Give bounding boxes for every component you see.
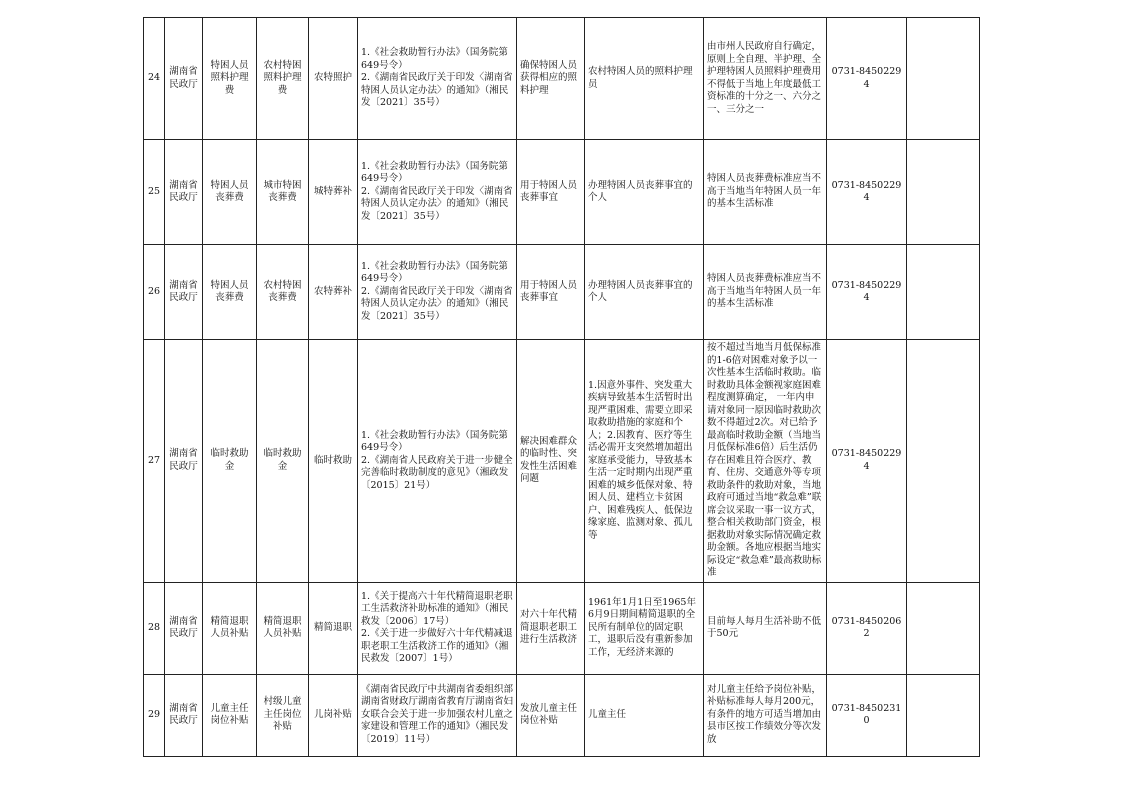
row-number: 28 xyxy=(144,582,165,674)
table-row xyxy=(144,582,980,674)
phone-cell: 0731-84502294 xyxy=(827,340,907,583)
standard-cell: 按不超过当地当月低保标准的1-6倍对困难对象予以一次性基本生活临时救助。临时救助具体金额视家庭困难程度测算确定， 一年内申请对象同一原因临时救助次数不得超过2次。对已给予最高临时救助金额（当地当月低保标准6倍）后生活仍存在困难且符合医疗、教育、住房、交通意外等专项救助条件的救助对象，当地政府可通过当地“救急难”联席会议采取一事一议方式，整合相关救助部门资金，根据救助对象实际情况确定救助金额。各地应根据当地实际设定“救急难”最高救助标准 xyxy=(704,340,827,583)
policy-line: 1.《社会救助暂行办法》（国务院第649号令） xyxy=(361,429,508,453)
phone-cell: 0731-84502294 xyxy=(827,18,907,140)
target-cell: 1.因意外事件、突发重大疾病导致基本生活暂时出现严重困难、需要立即采取救助措施的家庭和个人；2.因教育、医疗等生活必需开支突然增加超出家庭承受能力，导致基本生活一定时期内出现严重困难的城乡低保对象、特困人员、建档立卡贫困户、困难残疾人、低保边缘家庭、监测对象、孤儿等 xyxy=(585,340,704,583)
purpose-cell: 对六十年代精简退职老职工进行生活救济 xyxy=(517,582,585,674)
policy-line: 1.《社会救助暂行办法》（国务院第649号令） xyxy=(361,160,508,185)
item-name-cell: 儿童主任岗位补贴 xyxy=(203,674,257,756)
row-number: 24 xyxy=(144,18,165,140)
purpose-cell: 用于特困人员丧葬事宜 xyxy=(517,140,585,245)
extra-cell xyxy=(907,340,980,583)
policy-line: 1.《关于提高六十年代精简退职老职工生活救济补助标准的通知》（湘民救发〔2006〕17号） xyxy=(361,590,513,627)
policy-basis-cell xyxy=(358,674,517,756)
standard-cell: 对儿童主任给予岗位补贴，补贴标准每人每月200元，有条件的地方可适当增加由县市区按工作绩效分等次发放 xyxy=(704,674,827,756)
item-name-cell: 特困人员丧葬费 xyxy=(203,140,257,245)
phone-cell: 0731-84502310 xyxy=(827,674,907,756)
policy-line: 《湖南省民政厅中共湖南省委组织部湖南省财政厅湖南省教育厅湖南省妇女联合会关于进一步加强农村儿童之家建设和管理工作的通知》（湘民发〔2019〕11号） xyxy=(361,683,514,745)
table-row xyxy=(144,340,980,583)
phone-cell: 0731-84502294 xyxy=(827,245,907,340)
policy-line: 2.《湖南省人民政府关于进一步健全完善临时救助制度的意见》（湘政发〔2015〕21号） xyxy=(361,454,513,491)
policy-line: 1.《社会救助暂行办法》（国务院第649号令） xyxy=(361,47,508,71)
policy-line: 2.《关于进一步做好六十年代精减退职老职工生活救济工作的通知》（湘民救发〔2007〕1号） xyxy=(361,628,513,664)
extra-cell xyxy=(907,140,980,245)
standard-cell: 特困人员丧葬费标准应当不高于当地当年特困人员一年的基本生活标准 xyxy=(704,140,827,245)
standard-cell: 特困人员丧葬费标准应当不高于当地当年特困人员一年的基本生活标准 xyxy=(704,245,827,340)
type-cell: 临时救助 xyxy=(309,340,358,583)
purpose-cell: 解决困难群众的临时性、突发性生活困难问题 xyxy=(517,340,585,583)
policy-basis-cell xyxy=(358,140,517,245)
policy-basis-cell xyxy=(358,340,517,583)
policy-basis-cell xyxy=(358,582,517,674)
item-name-cell: 特困人员照料护理费 xyxy=(203,18,257,140)
sub-item-cell: 精简退职人员补贴 xyxy=(257,582,309,674)
purpose-cell: 发放儿童主任岗位补贴 xyxy=(517,674,585,756)
target-cell: 办理特困人员丧葬事宜的个人 xyxy=(585,140,704,245)
table-row xyxy=(144,18,980,140)
purpose-cell: 用于特困人员丧葬事宜 xyxy=(517,245,585,340)
sub-item-cell: 农村特困丧葬费 xyxy=(257,245,309,340)
policy-basis-cell xyxy=(358,245,517,340)
policy-line: 2.《湖南省民政厅关于印发〈湖南省特困人员认定办法〉的通知》（湘民发〔2021〕35号） xyxy=(361,72,513,109)
department-cell: 湖南省民政厅 xyxy=(165,674,203,756)
target-cell: 农村特困人员的照料护理员 xyxy=(585,18,704,140)
target-cell: 儿童主任 xyxy=(585,674,704,756)
purpose-cell: 确保特困人员获得相应的照料护理 xyxy=(517,18,585,140)
sub-item-cell: 城市特困丧葬费 xyxy=(257,140,309,245)
policy-basis-cell xyxy=(358,18,517,140)
table-row xyxy=(144,245,980,340)
extra-cell xyxy=(907,582,980,674)
subsidy-table xyxy=(143,17,980,757)
department-cell: 湖南省民政厅 xyxy=(165,245,203,340)
phone-cell: 0731-84502294 xyxy=(827,140,907,245)
row-number: 25 xyxy=(144,140,165,245)
row-number: 29 xyxy=(144,674,165,756)
standard-cell: 由市州人民政府自行确定，原则上全自理、半护理、全护理特困人员照料护理费用不得低于当地上年度最低工资标准的十分之一、六分之一、三分之一 xyxy=(704,18,827,140)
extra-cell xyxy=(907,674,980,756)
policy-line: 2.《湖南省民政厅关于印发〈湖南省特困人员认定办法〉的通知》（湘民发〔2021〕35号） xyxy=(361,185,513,222)
sub-item-cell: 临时救助金 xyxy=(257,340,309,583)
department-cell: 湖南省民政厅 xyxy=(165,18,203,140)
phone-cell: 0731-84502062 xyxy=(827,582,907,674)
type-cell: 精简退职 xyxy=(309,582,358,674)
type-cell: 农特葬补 xyxy=(309,245,358,340)
standard-cell: 目前每人每月生活补助不低于50元 xyxy=(704,582,827,674)
extra-cell xyxy=(907,18,980,140)
department-cell: 湖南省民政厅 xyxy=(165,140,203,245)
department-cell: 湖南省民政厅 xyxy=(165,340,203,583)
sub-item-cell: 农村特困照料护理费 xyxy=(257,18,309,140)
type-cell: 农特照护 xyxy=(309,18,358,140)
item-name-cell: 特困人员丧葬费 xyxy=(203,245,257,340)
item-name-cell: 临时救助金 xyxy=(203,340,257,583)
table-row xyxy=(144,674,980,756)
row-number: 26 xyxy=(144,245,165,340)
type-cell: 城特葬补 xyxy=(309,140,358,245)
type-cell: 儿岗补贴 xyxy=(309,674,358,756)
item-name-cell: 精简退职人员补贴 xyxy=(203,582,257,674)
policy-line: 2.《湖南省民政厅关于印发〈湖南省特困人员认定办法〉的通知》（湘民发〔2021〕35号） xyxy=(361,285,513,322)
table-row xyxy=(144,140,980,245)
row-number: 27 xyxy=(144,340,165,583)
target-cell: 1961年1月1日至1965年6月9日期间精简退职的全民所有制单位的固定职工，退职后没有重新参加工作，无经济来源的 xyxy=(585,582,704,674)
department-cell: 湖南省民政厅 xyxy=(165,582,203,674)
policy-line: 1.《社会救助暂行办法》（国务院第649号令） xyxy=(361,260,508,285)
sub-item-cell: 村级儿童主任岗位补贴 xyxy=(257,674,309,756)
target-cell: 办理特困人员丧葬事宜的个人 xyxy=(585,245,704,340)
extra-cell xyxy=(907,245,980,340)
